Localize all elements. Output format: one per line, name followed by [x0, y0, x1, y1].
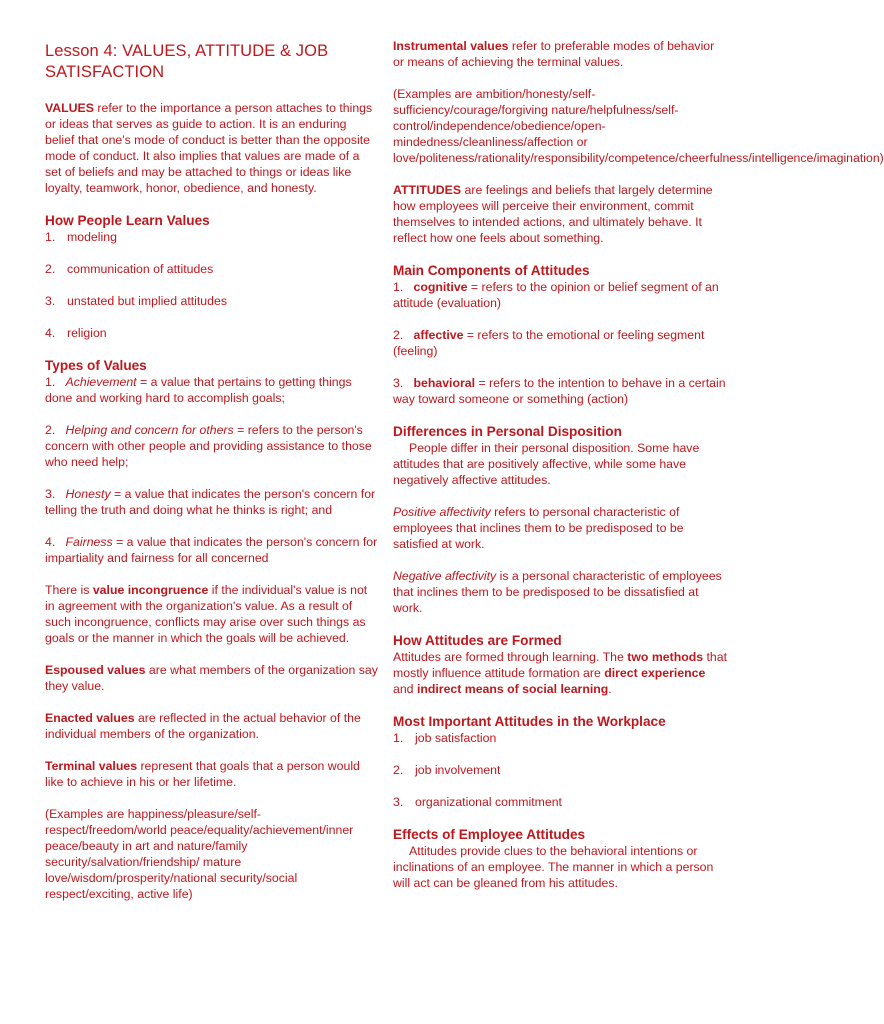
enacted-term: Enacted values	[45, 711, 135, 725]
formed-bold: direct experience	[604, 666, 706, 680]
component-text: = refers to the emotional or feeling segment (feeling)	[393, 328, 705, 358]
component-term: behavioral	[413, 376, 476, 390]
value-type-item	[45, 422, 378, 470]
component-item	[393, 375, 728, 407]
incongruence-term: value incongruence	[92, 583, 209, 597]
espoused-values-paragraph	[45, 662, 378, 694]
list-number: 1.	[45, 375, 56, 389]
negative-affectivity-paragraph	[393, 568, 728, 616]
value-type-term: Fairness	[65, 535, 113, 549]
left-column	[45, 38, 378, 918]
values-term: VALUES	[45, 101, 94, 115]
right-column	[393, 38, 884, 907]
heading-how-people-learn-values: How People Learn Values	[45, 213, 210, 228]
page-title: Lesson 4: VALUES, ATTITUDE & JOB SATISFACTION	[45, 42, 329, 81]
list-item	[45, 261, 378, 277]
list-item-text: communication of attitudes	[67, 262, 214, 276]
list-item	[393, 794, 728, 810]
positive-affectivity-text: refers to personal characteristic of employees that inclines them to be predisposed to be satisfied at work.	[393, 505, 684, 551]
formed-bold: indirect means of social learning	[416, 682, 609, 696]
value-type-term: Achievement	[65, 375, 137, 389]
value-incongruence-paragraph	[45, 582, 378, 646]
terminal-values-examples: (Examples are happiness/pleasure/self-respect/freedom/world peace/equality/achievement/inner peace/beauty in art and nature/family security/salvation/friendship/ mature love/wisdom/prosperity/national security/social respect/exciting, active life)	[45, 807, 354, 901]
value-type-text: = a value that indicates the person's concern for impartiality and fairness for all concerned	[45, 535, 378, 565]
terminal-text: represent that goals that a person would like to achieve in his or her lifetime.	[45, 759, 360, 789]
values-definition	[45, 100, 378, 196]
enacted-values-paragraph	[45, 710, 378, 742]
value-type-term: Honesty	[65, 487, 111, 501]
heading-main-components-of-attitudes: Main Components of Attitudes	[393, 263, 590, 278]
instrumental-values-paragraph	[393, 38, 728, 70]
espoused-term: Espoused values	[45, 663, 146, 677]
list-number: 4.	[45, 326, 56, 340]
attitudes-text: are feelings and beliefs that largely determine how employees will perceive their environment, commit themselves to intended actions, and ultimately behave. It reflect how one feels about something.	[393, 183, 713, 245]
value-type-item	[45, 534, 378, 566]
list-number: 2.	[45, 423, 56, 437]
value-type-item	[45, 486, 378, 518]
positive-affectivity-paragraph	[393, 504, 728, 552]
effects-paragraph: Attitudes provide clues to the behavioral intentions or inclinations of an employee. The manner in which a person will act can be gleaned from his attitudes.	[393, 844, 714, 890]
value-type-text: = a value that pertains to getting things done and working hard to accomplish goals;	[45, 375, 352, 405]
instrumental-term: Instrumental values	[393, 39, 509, 53]
list-number: 1.	[393, 731, 404, 745]
list-number: 3.	[393, 795, 404, 809]
list-item-text: religion	[67, 326, 107, 340]
list-item-text: job satisfaction	[415, 731, 497, 745]
list-item	[393, 762, 728, 778]
heading-how-attitudes-are-formed: How Attitudes are Formed	[393, 633, 562, 648]
list-number: 2.	[393, 328, 404, 342]
component-item	[393, 279, 728, 311]
positive-affectivity-term: Positive affectivity	[393, 505, 491, 519]
component-term: affective	[413, 328, 464, 342]
list-item-text: unstated but implied attitudes	[67, 294, 227, 308]
terminal-term: Terminal values	[45, 759, 138, 773]
terminal-values-paragraph	[45, 758, 378, 790]
incongruence-text: if the individual's value is not in agreement with the organization's value. As a result of such incongruence, conflicts may arise over such things as goals or the manner in which the goals will be achieved.	[45, 583, 368, 645]
list-item	[45, 325, 378, 341]
list-item-text: organizational commitment	[415, 795, 562, 809]
component-item	[393, 327, 728, 359]
values-definition-text: refer to the importance a person attaches to things or ideas that serves as guide to action. It is an enduring belief that one's mode of conduct is better than the opposite mode of conduct. It also implies that values are made of a set of beliefs and may be attached to things or ideas like loyalty, teamwork, honor, obedience, and honesty.	[45, 101, 373, 195]
list-number: 1.	[45, 230, 56, 244]
list-number: 3.	[45, 487, 56, 501]
enacted-text: are reflected in the actual behavior of the individual members of the organization.	[45, 711, 361, 741]
list-number: 2.	[393, 763, 404, 777]
list-item	[45, 229, 378, 245]
value-type-item	[45, 374, 378, 406]
list-item	[45, 293, 378, 309]
list-item-text: modeling	[67, 230, 117, 244]
formed-text: .	[608, 682, 612, 696]
attitudes-term: ATTITUDES	[393, 183, 462, 197]
list-item-text: job involvement	[415, 763, 501, 777]
list-item	[393, 730, 728, 746]
heading-effects-of-employee-attitudes: Effects of Employee Attitudes	[393, 827, 586, 842]
instrumental-values-examples: (Examples are ambition/honesty/self-sufficiency/courage/forgiving nature/helpfulness/self-control/independence/obedience/open-mindedness/cleanliness/affection or love/politeness/rationality/responsibility/competence/cheerfulness/intelligence/imagination)	[393, 87, 884, 165]
value-type-text: = refers to the person's concern with other people and providing assistance to those who need help;	[45, 423, 372, 469]
negative-affectivity-term: Negative affectivity	[393, 569, 497, 583]
heading-differences-in-personal-disposition: Differences in Personal Disposition	[393, 424, 622, 439]
disposition-paragraph: People differ in their personal disposition. Some have attitudes that are positively affective, while some have negatively affective attitudes.	[393, 441, 700, 487]
instrumental-text: refer to preferable modes of behavior or means of achieving the terminal values.	[393, 39, 715, 69]
value-type-text: = a value that indicates the person's concern for telling the truth and doing what he thinks is right; and	[45, 487, 376, 517]
list-number: 4.	[45, 535, 56, 549]
component-term: cognitive	[413, 280, 468, 294]
component-text: = refers to the opinion or belief segment of an attitude (evaluation)	[393, 280, 719, 310]
attitudes-definition	[393, 182, 728, 246]
component-text: = refers to the intention to behave in a certain way toward someone or something (action)	[393, 376, 726, 406]
formed-text: that mostly influence attitude formation are	[393, 650, 728, 680]
list-number: 3.	[45, 294, 56, 308]
formed-text: and	[393, 682, 417, 696]
attitudes-formed-paragraph	[393, 649, 728, 697]
list-number: 1.	[393, 280, 404, 294]
incongruence-pre: There is	[45, 583, 93, 597]
heading-most-important-attitudes: Most Important Attitudes in the Workplace	[393, 714, 666, 729]
formed-text: Attitudes are formed through learning. The	[393, 650, 628, 664]
formed-bold: two methods	[627, 650, 704, 664]
espoused-text: are what members of the organization say they value.	[45, 663, 378, 693]
heading-types-of-values: Types of Values	[45, 358, 147, 373]
list-number: 2.	[45, 262, 56, 276]
list-number: 3.	[393, 376, 404, 390]
value-type-term: Helping and concern for others	[65, 423, 234, 437]
negative-affectivity-text: is a personal characteristic of employees that inclines them to be predisposed to be dissatisfied at work.	[393, 569, 722, 615]
